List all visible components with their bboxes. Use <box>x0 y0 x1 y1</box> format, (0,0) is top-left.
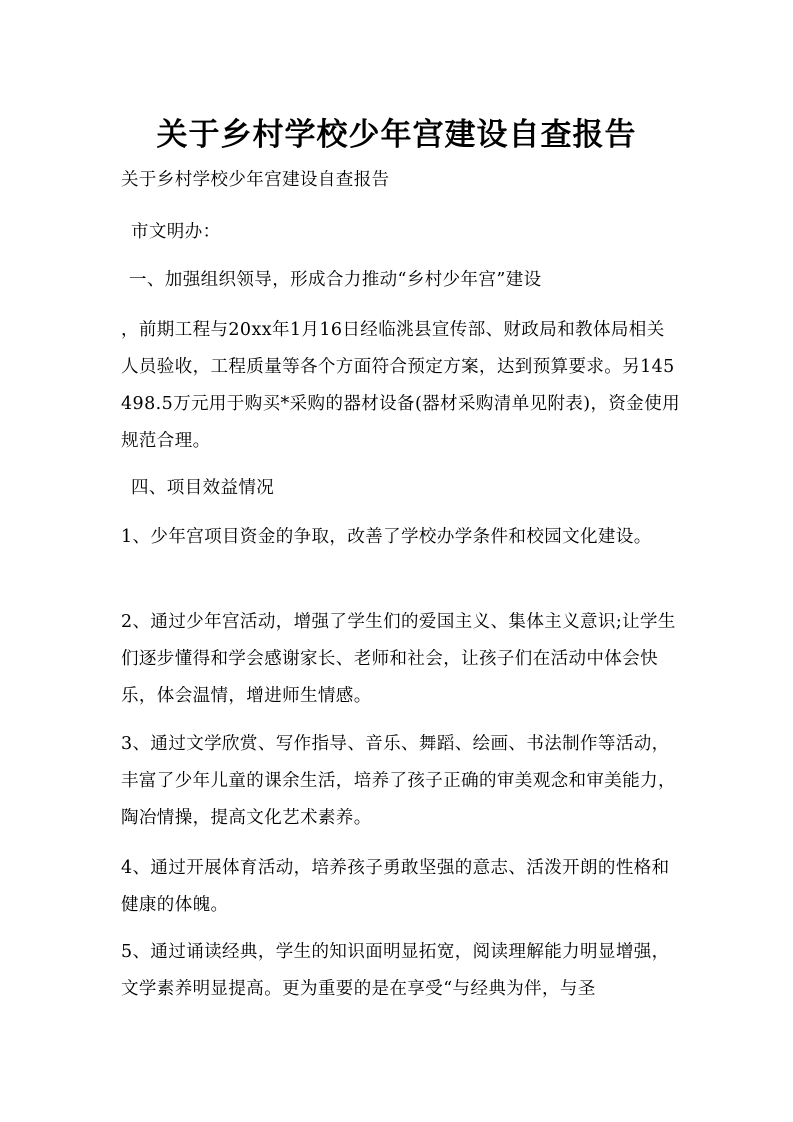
document-subtitle: 关于乡村学校少年宫建设自查报告 <box>121 170 390 190</box>
benefit-item-2: 2、通过少年宫活动，增强了学生们的爱国主义、集体主义意识;让学生们逐步懂得和学会感谢家长、老师和社会，让孩子们在活动中体会快乐，体会温情，增进师生情感。 <box>121 612 676 706</box>
addressee-line: 市文明办： <box>131 222 221 242</box>
section-heading-1: 一、加强组织领导，形成合力推动“乡村少年宫”建设 <box>129 270 542 290</box>
section-heading-4: 四、项目效益情况 <box>131 478 275 498</box>
benefit-item-4: 4、通过开展体育活动，培养孩子勇敢坚强的意志、活泼开朗的性格和健康的体魄。 <box>121 858 670 915</box>
benefit-item-5: 5、通过诵读经典，学生的知识面明显拓宽，阅读理解能力明显增强，文学素养明显提高。更为重要的是在享受“与经典为伴，与圣 <box>121 942 670 999</box>
benefit-item-3: 3、通过文学欣赏、写作指导、音乐、舞蹈、绘画、书法制作等活动，丰富了少年儿童的课余生活，培养了孩子正确的审美观念和审美能力，陶冶情操，提高文化艺术素养。 <box>121 734 676 828</box>
benefit-item-1: 1、少年宫项目资金的争取，改善了学校办学条件和校园文化建设。 <box>121 527 652 547</box>
body-paragraph: ，前期工程与20xx年1月16日经临洮县宣传部、财政局和教体局相关人员验收，工程质量等各个方面符合预定方案，达到预算要求。另145498.5万元用于购买*采购的器材设备(器材采购清单见附表)，资金使用规范合理。 <box>121 320 681 451</box>
document-title: 关于乡村学校少年宫建设自查报告 <box>156 116 637 153</box>
